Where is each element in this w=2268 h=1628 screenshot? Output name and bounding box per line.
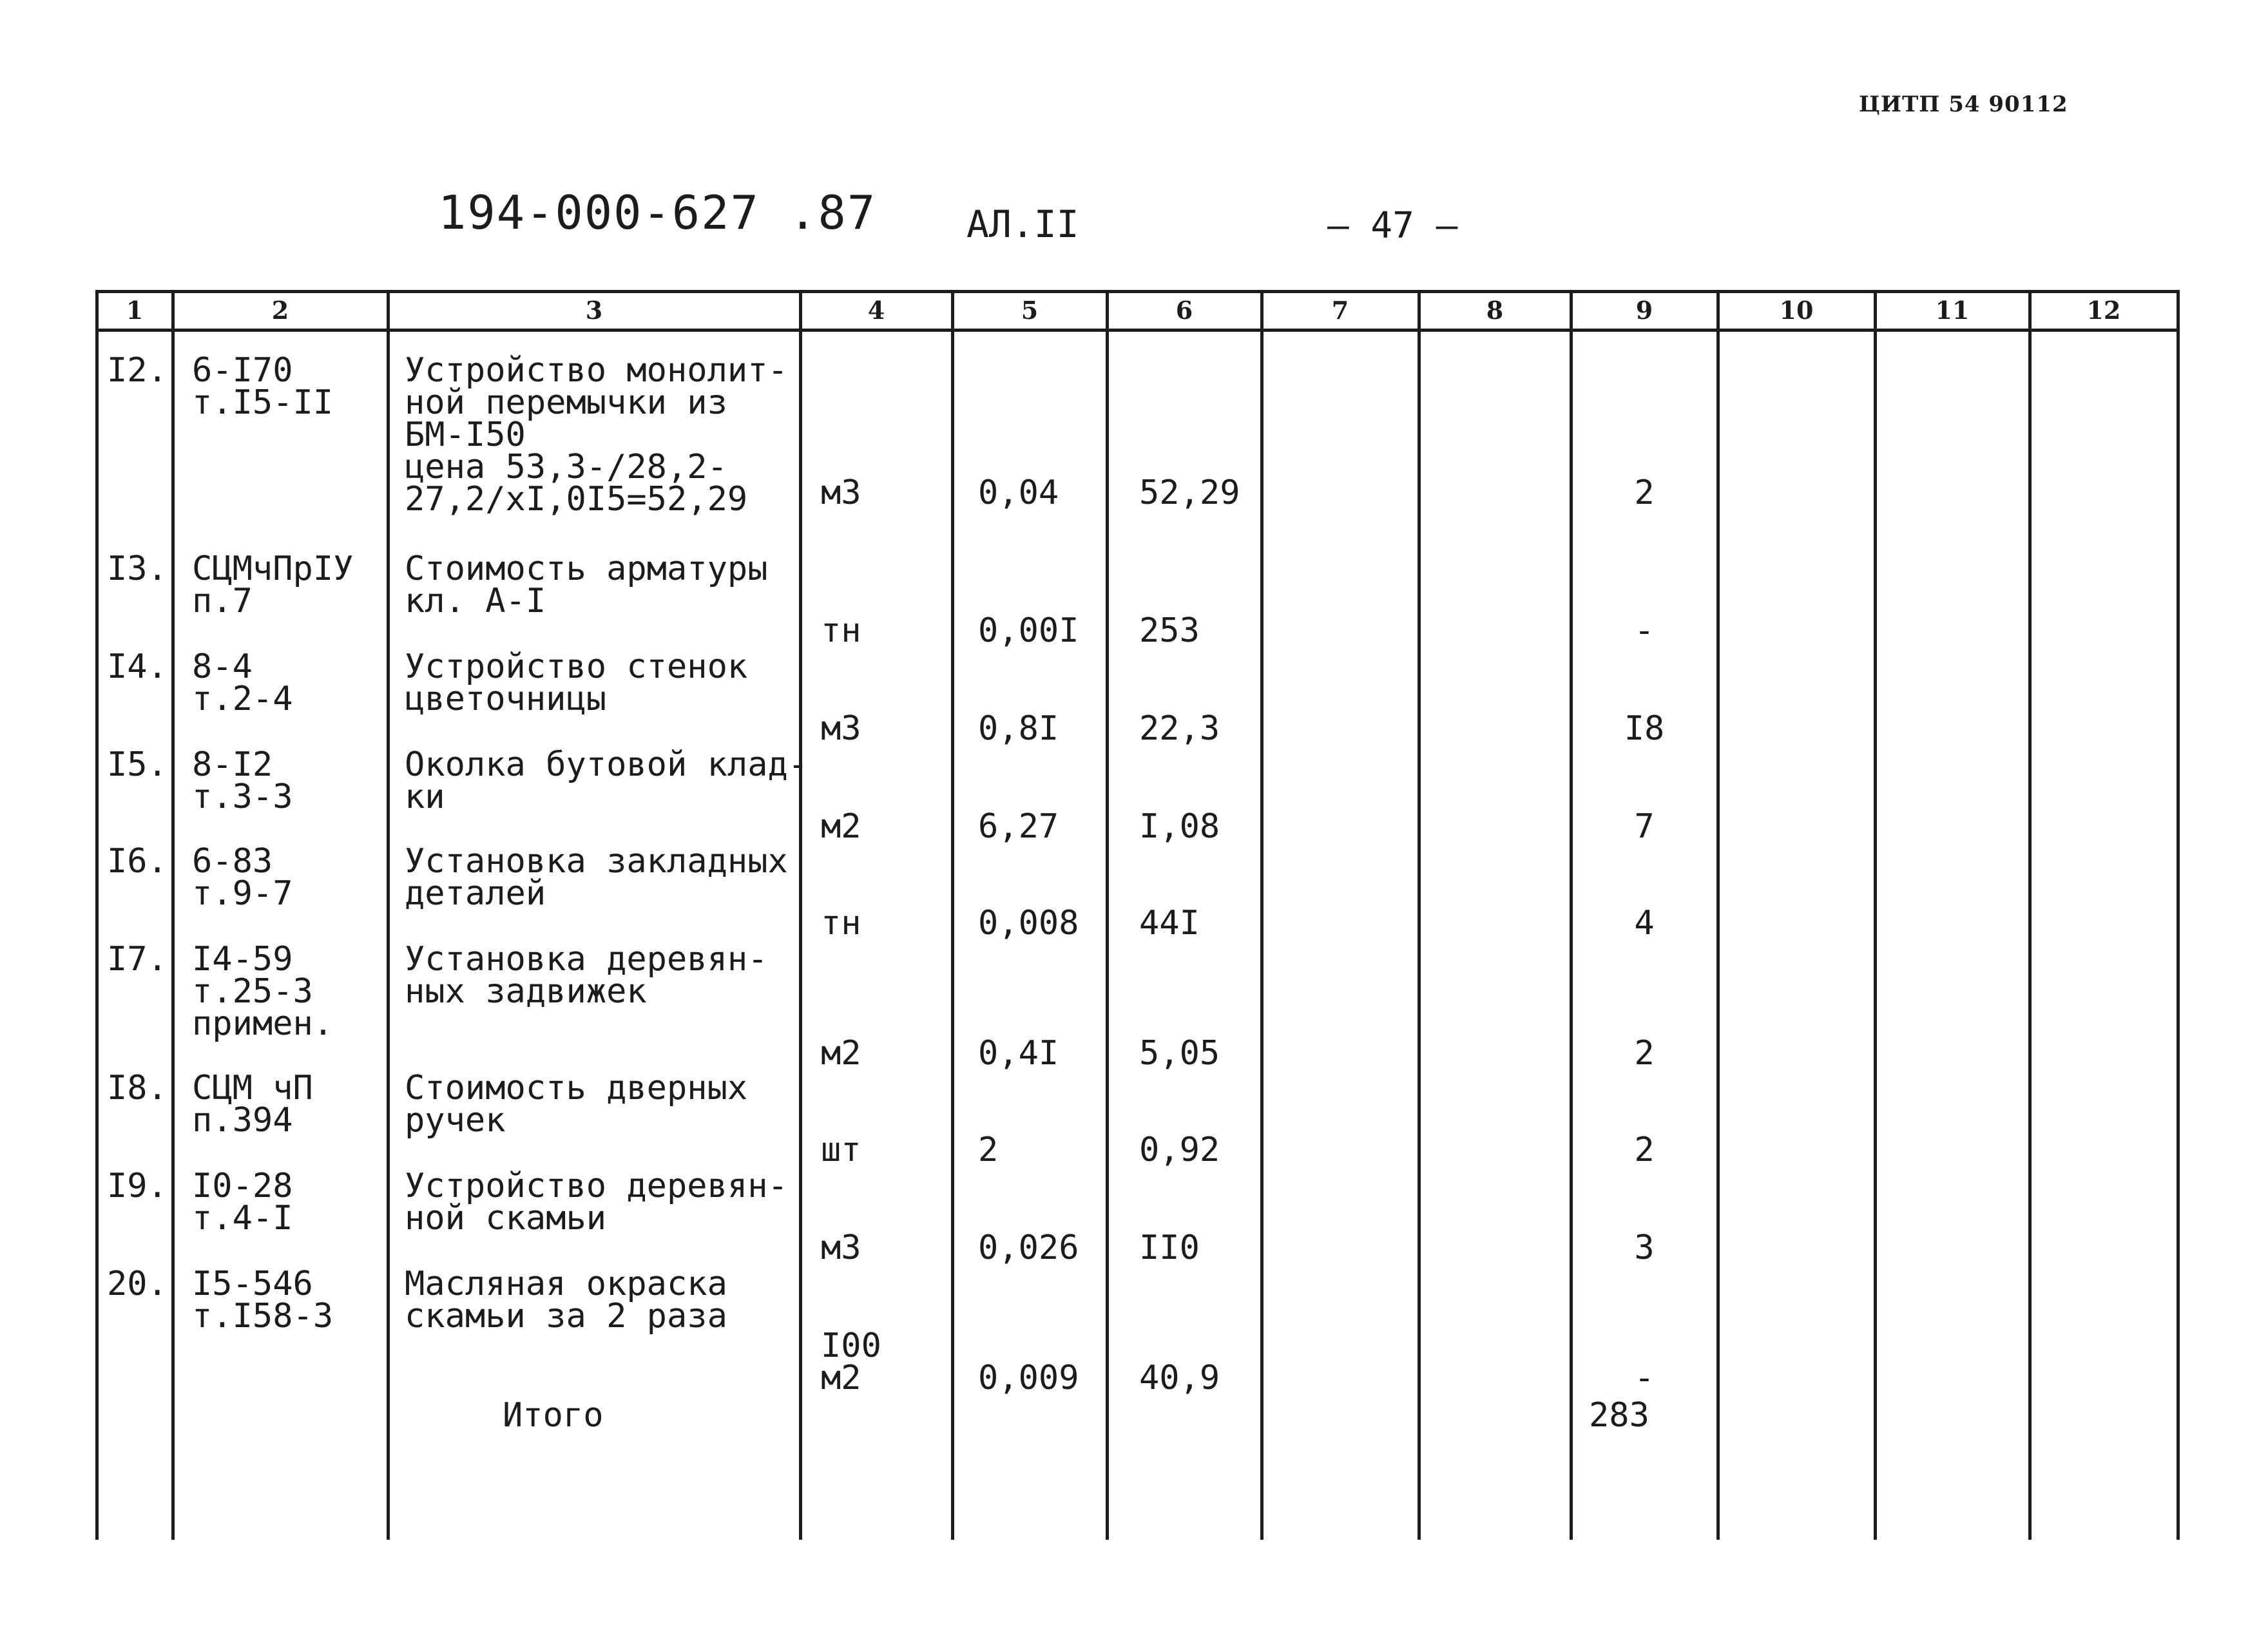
column-9-value: 2 — [1634, 474, 1655, 512]
column-header-1: 1 — [126, 295, 144, 325]
column-9-value: - — [1634, 611, 1655, 650]
column-rule — [2177, 290, 2180, 1540]
norm-code: I5-546 т.I58-3 — [192, 1265, 334, 1336]
column-header-7: 7 — [1331, 295, 1349, 325]
work-description: Установка закладных деталей — [405, 842, 788, 913]
column-header-2: 2 — [271, 295, 289, 325]
sheet-label: АЛ.II — [966, 202, 1079, 246]
quantity: 0,00I — [978, 611, 1079, 650]
norm-code: СЦМчПрIУ п.7 — [192, 550, 354, 620]
unit-price: 40,9 — [1139, 1359, 1220, 1397]
norm-code: I0-28 т.4-I — [192, 1167, 293, 1238]
unit: I00 м2 — [821, 1326, 881, 1397]
unit-price: 0,92 — [1139, 1131, 1220, 1169]
column-rule — [1874, 290, 1877, 1540]
column-rule — [171, 290, 175, 1540]
row-number: 20. — [107, 1265, 168, 1303]
norm-code: 6-83 т.9-7 — [192, 842, 293, 913]
column-9-value: 2 — [1634, 1034, 1655, 1073]
work-description: Устройство деревян- ной скамьи — [405, 1167, 788, 1238]
column-header-3: 3 — [585, 295, 603, 325]
work-description: Устройство стенок цветочницы — [405, 647, 748, 718]
quantity: 0,4I — [978, 1034, 1059, 1073]
estimate-table — [97, 290, 2178, 1540]
unit-price: 253 — [1139, 611, 1200, 650]
column-rule — [799, 290, 802, 1540]
unit-price: 5,05 — [1139, 1034, 1220, 1073]
norm-code: 6-I70 т.I5-II — [192, 351, 334, 422]
quantity: 2 — [978, 1131, 999, 1169]
column-rule — [95, 290, 99, 1540]
row-number: I5. — [107, 745, 168, 784]
work-description: Околка бутовой клад- ки — [405, 745, 809, 816]
column-rule — [1106, 290, 1109, 1540]
quantity: 6,27 — [978, 807, 1059, 846]
column-9-value: 2 — [1634, 1131, 1655, 1169]
quantity: 0,009 — [978, 1359, 1079, 1397]
column-header-6: 6 — [1175, 295, 1193, 325]
column-header-12: 12 — [2086, 295, 2121, 325]
norm-code: 8-4 т.2-4 — [192, 647, 293, 718]
work-description: Стоимость дверных ручек — [405, 1069, 748, 1140]
quantity: 0,008 — [978, 904, 1079, 943]
archive-stamp: ЦИТП 54 90112 — [1859, 91, 2068, 117]
unit: шт — [821, 1131, 861, 1169]
row-number: I9. — [107, 1167, 168, 1205]
column-9-value: 7 — [1634, 807, 1655, 846]
unit: м3 — [821, 1229, 861, 1267]
quantity: 0,026 — [978, 1229, 1079, 1267]
norm-code: СЦМ чП п.394 — [192, 1069, 313, 1140]
column-9-value: I8 — [1624, 709, 1665, 748]
unit: м3 — [821, 474, 861, 512]
norm-code: 8-I2 т.3-3 — [192, 745, 293, 816]
row-number: I4. — [107, 647, 168, 686]
column-rule — [1418, 290, 1421, 1540]
unit: м3 — [821, 709, 861, 748]
row-number: I6. — [107, 842, 168, 881]
unit: м2 — [821, 1034, 861, 1073]
column-rule — [387, 290, 390, 1540]
column-header-11: 11 — [1935, 295, 1970, 325]
column-rule — [951, 290, 954, 1540]
row-number: I7. — [107, 940, 168, 979]
column-9-value: 3 — [1634, 1229, 1655, 1267]
column-header-10: 10 — [1779, 295, 1814, 325]
total-label: Итого — [503, 1396, 604, 1435]
work-description: Устройство монолит- ной перемычки из БМ-I50 цена 53,3-/28,2- 27,2/хI,0I5=52,29 — [405, 351, 788, 519]
unit-price: 44I — [1139, 904, 1200, 943]
unit-price: I,08 — [1139, 807, 1220, 846]
total-value: 283 — [1589, 1396, 1649, 1435]
column-header-5: 5 — [1021, 295, 1039, 325]
unit-price: 52,29 — [1139, 474, 1240, 512]
work-description: Масляная окраска скамьи за 2 раза — [405, 1265, 727, 1336]
unit-price: 22,3 — [1139, 709, 1220, 748]
unit: тн — [821, 611, 861, 650]
work-description: Установка деревян- ных задвижек — [405, 940, 768, 1011]
column-header-9: 9 — [1635, 295, 1653, 325]
row-number: I2. — [107, 351, 168, 390]
document-number: 194-000-627 .87 — [438, 186, 877, 240]
unit: тн — [821, 904, 861, 943]
unit: м2 — [821, 807, 861, 846]
column-rule — [1260, 290, 1264, 1540]
column-rule — [2028, 290, 2032, 1540]
norm-code: I4-59 т.25-3 примен. — [192, 940, 334, 1043]
row-number: I8. — [107, 1069, 168, 1107]
work-description: Стоимость арматуры кл. А-I — [405, 550, 768, 620]
column-header-8: 8 — [1486, 295, 1504, 325]
quantity: 0,8I — [978, 709, 1059, 748]
column-9-value: - — [1634, 1359, 1655, 1397]
unit-price: II0 — [1139, 1229, 1200, 1267]
column-header-4: 4 — [867, 295, 885, 325]
column-9-value: 4 — [1634, 904, 1655, 943]
row-number: I3. — [107, 550, 168, 588]
quantity: 0,04 — [978, 474, 1059, 512]
page-number: – 47 – — [1327, 205, 1458, 247]
